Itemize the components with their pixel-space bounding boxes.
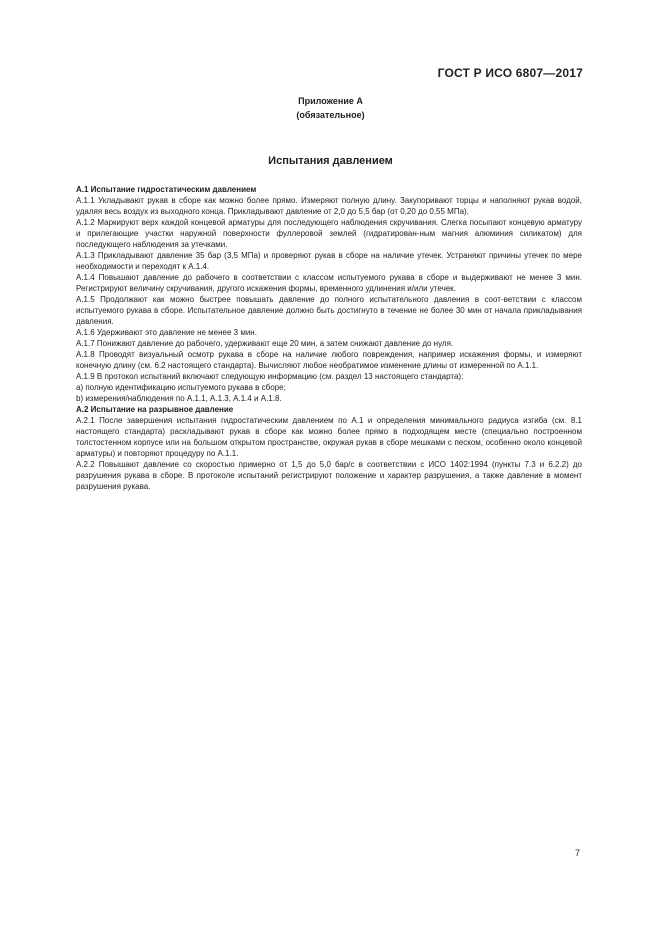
a1-heading: А.1 Испытание гидростатическим давлением (76, 185, 257, 194)
a2-heading: А.2 Испытание на разрывное давление (76, 405, 234, 414)
page-number: 7 (575, 848, 581, 858)
annex-title: Приложение А (298, 96, 363, 106)
paragraph-a1-3: А.1.3 Прикладывают давление 35 бар (3,5 МПа) и проверяют рукав в сборе на наличие утечек. Устраняют причины утечек по мере необходимости и переходят к А.1.4. (76, 251, 582, 271)
annex-heading (0, 94, 661, 122)
paragraph-a1-4: А.1.4 Повышают давление до рабочего в соответствии с классом испытуемого рукава в сборе и выдерживают не менее 3 мин. Регистрируют величину скручивания, другого искажения формы, временного удлинения и/или утечек. (76, 273, 582, 293)
paragraph-a1-7: А.1.7 Понижают давление до рабочего, удерживают еще 20 мин, а затем снижают давление до нуля. (76, 339, 454, 348)
document-body (76, 184, 582, 492)
paragraph-a1-2: А.1.2 Маркируют верх каждой концевой арматуры для последующего наблюдения скручивания. Слегка посыпают концевую арматуру и прилегающие участки наружной поверхности фуллеровой землей (гидратирован-ным магния алюминия силикатом) для последующего наблюдения за утечками. (76, 218, 582, 249)
paragraph-a1-9: А.1.9 В протокол испытаний включают следующую информацию (см. раздел 13 настоящего стандарта): (76, 372, 464, 381)
document-code: ГОСТ Р ИСО 6807—2017 (437, 66, 583, 80)
paragraph-a2-1: А.2.1 После завершения испытания гидростатическим давлением по А.1 и определения минимального радиуса изгиба (см. 8.1 настоящего стандарта) раскладывают рукав в сборе как можно более прямо в подходящем месте (специально построенном толстостенном корпусе или на большом открытом пространстве, окружая рукав в сборе мешками с песком, особенно около концевой арматуры) и повторяют процедуру по А.1.1. (76, 416, 582, 458)
paragraph-a2-2: А.2.2 Повышают давление со скоростью примерно от 1,5 до 5,0 бар/с в соответствии с ИСО 1402:1994 (пункты 7.3 и 6.2.2) до разрушения рукава в сборе. В протоколе испытаний регистрируют положение и характер разрушения, а также давление в момент разрушения рукава. (76, 460, 582, 491)
paragraph-a1-5: А.1.5 Продолжают как можно быстрее повышать давление до полного испытательного давления в соот-ветствии с классом испытуемого рукава в сборе. Испытательное давление должно быть достигнуто в течение не более 30 мин от начала прикладывания давления. (76, 295, 582, 326)
list-item-a: a) полную идентификацию испытуемого рукава в сборе; (76, 383, 286, 392)
list-item-b: b) измерения/наблюдения по А.1.1, А.1.3, А.1.4 и А.1.8. (76, 394, 282, 403)
paragraph-a1-8: А.1.8 Проводят визуальный осмотр рукава в сборе на наличие любого повреждения, например искажения формы, и измеряют конечную длину (см. 6.2 настоящего стандарта). Вычисляют любое необратимое изменение длины от измеренной по А.1.1. (76, 350, 582, 370)
section-title: Испытания давлением (268, 155, 393, 167)
paragraph-a1-1: А.1.1 Укладывают рукав в сборе как можно более прямо. Измеряют полную длину. Закупоривают торцы и наполняют рукав водой, удаляя весь воздух из выходного конца. Прикладывают давление от 2,0 до 5,5 бар (от 0,20 до 0,55 МПа). (76, 196, 582, 216)
paragraph-a1-6: А.1.6 Удерживают это давление не менее 3 мин. (76, 328, 257, 337)
annex-subtitle: (обязательное) (296, 110, 365, 120)
